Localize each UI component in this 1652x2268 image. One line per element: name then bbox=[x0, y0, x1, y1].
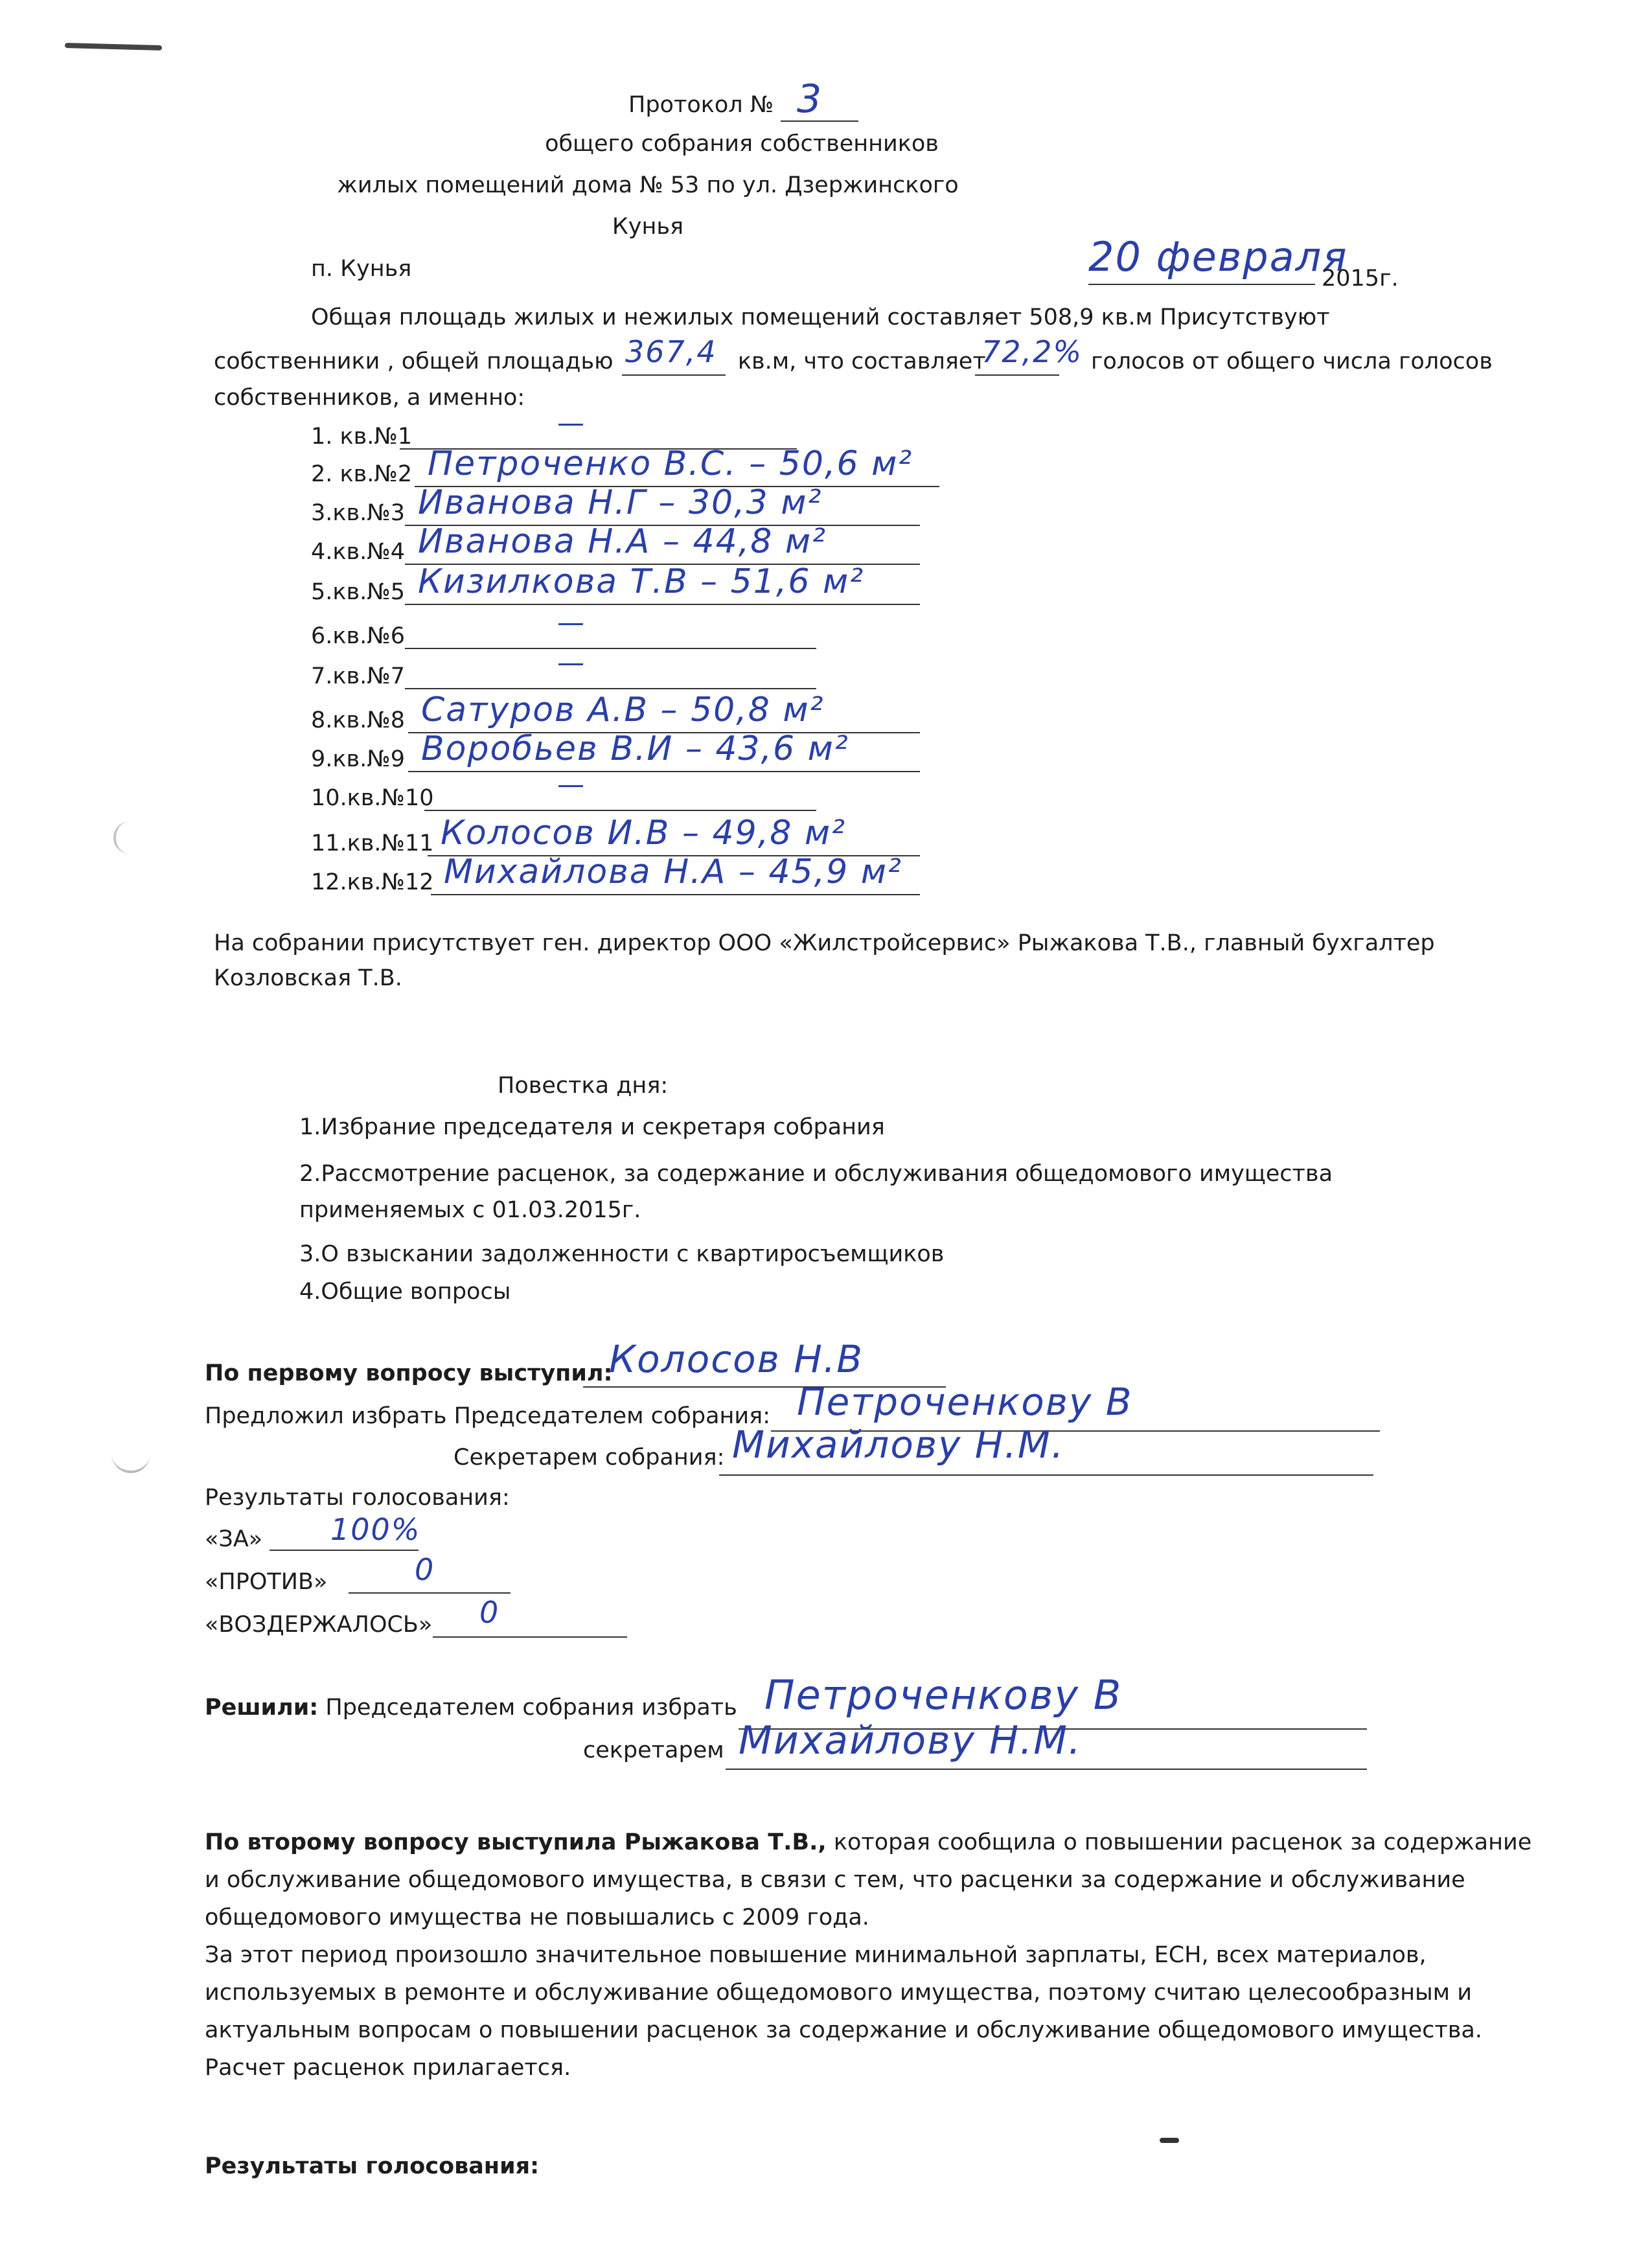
settlement-label: п. Кунья bbox=[311, 256, 412, 282]
area-handwritten: 367,4 bbox=[625, 334, 717, 369]
protocol-number-line bbox=[781, 120, 858, 122]
q1-abstain-line bbox=[433, 1636, 627, 1638]
agenda-item-2b: применяемых с 01.03.2015г. bbox=[299, 1197, 641, 1223]
area-line bbox=[622, 374, 726, 376]
intro-line-2a: собственники , общей площадью bbox=[214, 349, 614, 374]
apartment-owner-hw: Колосов И.В – 49,8 м² bbox=[441, 814, 846, 853]
q1-chair-hw: Петроченкову В bbox=[797, 1380, 1133, 1424]
agenda-title: Повестка дня: bbox=[498, 1073, 669, 1099]
intro-line-3: собственников, а именно: bbox=[214, 385, 525, 411]
apartment-label: 2. кв.№2 bbox=[311, 461, 413, 487]
apartment-label: 10.кв.№10 bbox=[311, 785, 434, 811]
decision-chair-hw: Петроченкову В bbox=[764, 1671, 1123, 1719]
apartment-owner-line bbox=[431, 894, 920, 895]
agenda-item-3: 3.О взыскании задолженности с квартиросъемщиков bbox=[299, 1241, 945, 1267]
q2-line-2: и обслуживание общедомового имущества, в связи с тем, что расценки за содержание и обслуживание bbox=[205, 1867, 1465, 1893]
q1-for-label: «ЗА» bbox=[205, 1526, 263, 1552]
decision-text: Председателем собрания избрать bbox=[325, 1695, 737, 1721]
protocol-place: Кунья bbox=[612, 214, 684, 240]
attendance-line-1: На собрании присутствует ген. директор ООО «Жилстройсервис» Рыжакова Т.В., главный бухгалтер bbox=[214, 930, 1435, 956]
q1-against-label: «ПРОТИВ» bbox=[205, 1569, 328, 1595]
q2-line-3: общедомового имущества не повышались с 2009 года. bbox=[205, 1905, 869, 1930]
binder-mark bbox=[111, 1451, 150, 1473]
protocol-subtitle-2: жилых помещений дома № 53 по ул. Дзержинского bbox=[337, 172, 959, 198]
q1-against-line bbox=[349, 1592, 511, 1594]
apartment-label: 4.кв.№4 bbox=[311, 539, 405, 565]
apartment-owner-hw: Воробьев В.И – 43,6 м² bbox=[421, 729, 849, 768]
apartment-owner-hw: — bbox=[557, 606, 586, 638]
apartment-owner-line bbox=[408, 771, 920, 772]
apartment-owner-hw: — bbox=[557, 647, 586, 678]
agenda-item-4: 4.Общие вопросы bbox=[299, 1279, 511, 1305]
q2-line-4: За этот период произошло значительное повышение минимальной зарплаты, ЕСН, всех материалов, bbox=[205, 1942, 1427, 1968]
q1-secretary-line bbox=[719, 1474, 1373, 1476]
protocol-subtitle-1: общего собрания собственников bbox=[545, 131, 939, 157]
apartment-owner-hw: — bbox=[557, 407, 586, 439]
apartment-label: 6.кв.№6 bbox=[311, 623, 405, 649]
protocol-number-hw: 3 bbox=[797, 76, 823, 122]
q1-abstain-hw: 0 bbox=[479, 1595, 500, 1630]
percent-line bbox=[975, 374, 1059, 376]
apartment-owner-hw: — bbox=[557, 768, 586, 800]
date-year: 2015г. bbox=[1322, 266, 1399, 292]
protocol-title bbox=[628, 91, 774, 119]
date-handwritten: 20 февраля bbox=[1088, 233, 1348, 281]
apartment-label: 9.кв.№9 bbox=[311, 746, 405, 772]
apartment-label: 8.кв.№8 bbox=[311, 707, 405, 733]
apartment-owner-line bbox=[405, 688, 816, 689]
apartment-owner-hw: Михайлова Н.А – 45,9 м² bbox=[444, 853, 902, 891]
q2-line-5: используемых в ремонте и обслуживание общедомового имущества, поэтому считаю целесообразным и bbox=[205, 1980, 1472, 2006]
apartment-owner-line bbox=[424, 810, 816, 811]
protocol-title-prefix: Протокол № bbox=[628, 92, 774, 118]
decision-secretary-hw: Михайлову Н.М. bbox=[739, 1718, 1083, 1763]
q1-results-label: Результаты голосования: bbox=[205, 1485, 510, 1511]
q1-secretary-hw: Михайлову Н.М. bbox=[732, 1423, 1065, 1467]
apartment-owner-line bbox=[405, 604, 920, 605]
apartment-owner-hw: Кизилкова Т.В – 51,6 м² bbox=[418, 562, 865, 601]
q1-speaker-hw: Колосов Н.В bbox=[609, 1337, 864, 1381]
decision-secretary-label: секретарем bbox=[583, 1737, 724, 1763]
q1-abstain-label: «ВОЗДЕРЖАЛОСЬ» bbox=[205, 1612, 433, 1638]
q1-speaker-label: По первому вопросу выступил: bbox=[205, 1360, 613, 1386]
intro-line-2 bbox=[214, 347, 1493, 376]
apartment-owner-hw: Петроченко В.С. – 50,6 м² bbox=[428, 444, 913, 483]
q1-chair-label: Предложил избрать Председателем собрания: bbox=[205, 1403, 771, 1429]
decision-line bbox=[205, 1693, 737, 1722]
apartment-owner-hw: Иванова Н.А – 44,8 м² bbox=[418, 522, 827, 561]
apartment-label: 5.кв.№5 bbox=[311, 579, 405, 605]
apartment-label: 7.кв.№7 bbox=[311, 663, 405, 689]
q2-line-7: Расчет расценок прилагается. bbox=[205, 2055, 571, 2081]
attendance-line-2: Козловская Т.В. bbox=[214, 965, 402, 991]
intro-line-1: Общая площадь жилых и нежилых помещений составляет 508,9 кв.м Присутствуют bbox=[311, 304, 1330, 330]
apartment-label: 12.кв.№12 bbox=[311, 869, 434, 895]
decision-bold: Решили: bbox=[205, 1695, 319, 1721]
ink-dot bbox=[1160, 2138, 1179, 2143]
q2-l1: которая сообщила о повышении расценок за содержание bbox=[833, 1829, 1532, 1855]
apartment-label: 1. кв.№1 bbox=[311, 424, 413, 450]
results-footer: Результаты голосования: bbox=[205, 2153, 540, 2179]
q1-for-line bbox=[270, 1550, 419, 1551]
q1-for-hw: 100% bbox=[330, 1512, 421, 1547]
apartment-owner-line bbox=[405, 648, 816, 649]
apartment-label: 11.кв.№11 bbox=[311, 830, 434, 856]
q2-line-6: актуальным вопросам о повышении расценок за содержание и обслуживание общедомового имущества. bbox=[205, 2017, 1482, 2043]
punch-hole-mark bbox=[113, 821, 155, 854]
q1-against-hw: 0 bbox=[415, 1552, 435, 1587]
date-line bbox=[1088, 284, 1315, 285]
agenda-item-2a: 2.Рассмотрение расценок, за содержание и обслуживания общедомового имущества bbox=[299, 1161, 1333, 1187]
apartment-owner-hw: Иванова Н.Г – 30,3 м² bbox=[418, 483, 823, 522]
q2-bold: По второму вопросу выступила Рыжакова Т.В., bbox=[205, 1829, 827, 1855]
q2-line-1 bbox=[205, 1828, 1532, 1857]
intro-line-2b: кв.м, что составляет bbox=[737, 349, 986, 374]
decision-secretary-line bbox=[726, 1769, 1367, 1770]
apartment-label: 3.кв.№3 bbox=[311, 500, 405, 526]
percent-handwritten: 72,2% bbox=[981, 334, 1083, 369]
intro-line-2c: голосов от общего числа голосов bbox=[1091, 349, 1493, 374]
agenda-item-1: 1.Избрание председателя и секретаря собрания bbox=[299, 1114, 885, 1140]
q1-secretary-label: Секретарем собрания: bbox=[453, 1445, 725, 1471]
apartment-owner-hw: Сатуров А.В – 50,8 м² bbox=[421, 691, 825, 729]
scan-mark bbox=[65, 43, 162, 51]
